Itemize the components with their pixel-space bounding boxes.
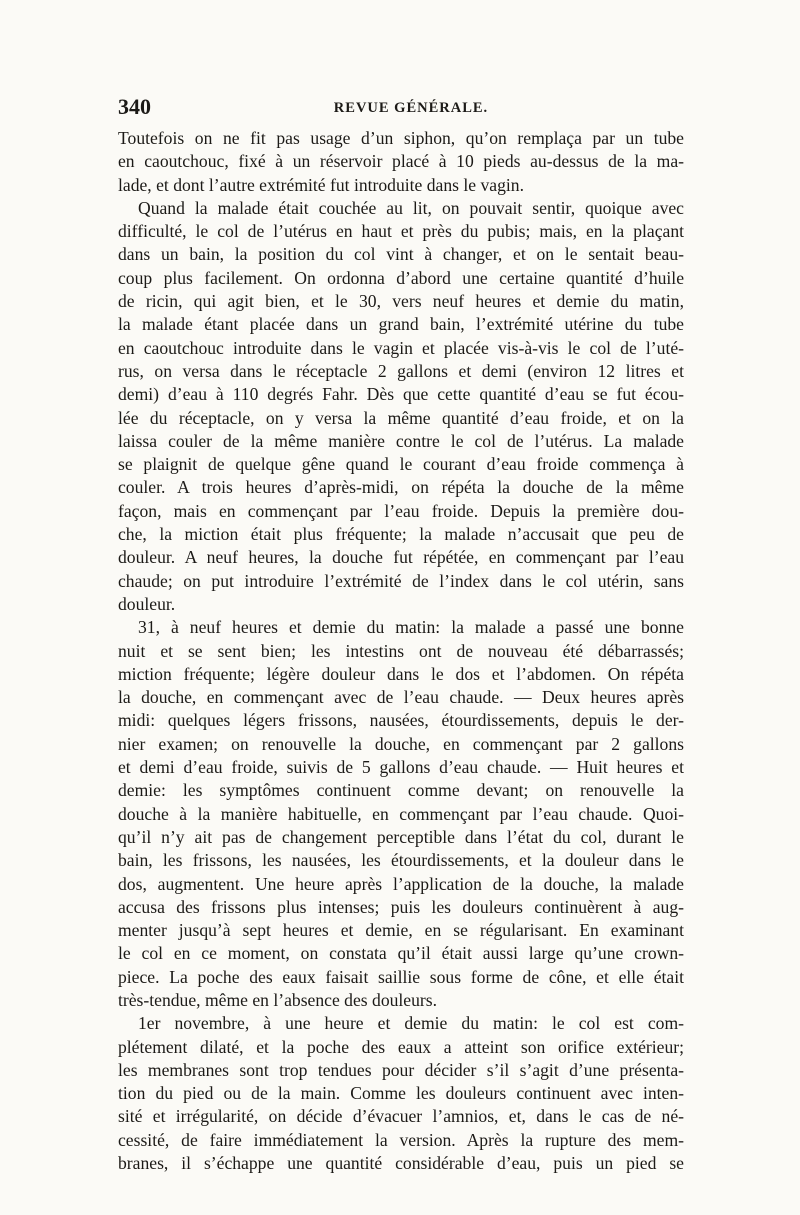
body-text — [118, 127, 684, 1175]
text-line: douleur. — [118, 593, 176, 614]
running-title: REVUE GÉNÉRALE. — [333, 100, 489, 116]
text-line: miction fréquente; légère douleur dans le dos et l’abdomen. On répéta — [118, 663, 684, 684]
text-line: demie: les symptômes continuent comme devant; on renouvelle la — [118, 780, 684, 801]
text-line: 31, à neuf heures et demie du matin: la malade a passé une bonne — [138, 617, 684, 638]
text-line: tion du pied ou de la main. Comme les douleurs continuent avec inten- — [118, 1083, 684, 1104]
text-line: douleur. A neuf heures, la douche fut répétée, en commençant par l’eau — [118, 547, 684, 568]
text-line: dans un bain, la position du col vint à changer, et on le sentait beau- — [118, 244, 684, 265]
text-line: bain, les frissons, les nausées, les étourdissements, et la douleur dans le — [118, 850, 684, 871]
text-line: de ricin, qui agit bien, et le 30, vers neuf heures et demie du matin, — [118, 291, 684, 312]
text-line: nier examen; on renouvelle la douche, en commençant par 2 gallons — [118, 733, 684, 754]
text-line: menter jusqu’à sept heures et demie, en se régularisant. En examinant — [118, 920, 684, 941]
text-line: qu’il n’y ait pas de changement perceptible dans l’état du col, durant le — [118, 826, 684, 847]
text-line: difficulté, le col de l’utérus en haut et près du pubis; mais, en la plaçant — [118, 221, 684, 242]
text-line: en caoutchouc introduite dans le vagin et placée vis-à-vis le col de l’uté- — [118, 337, 684, 358]
text-line: façon, mais en commençant par l’eau froide. Depuis la première dou- — [118, 500, 684, 521]
text-line: lade, et dont l’autre extrémité fut introduite dans le vagin. — [118, 174, 524, 195]
text-line: en caoutchouc, fixé à un réservoir placé à 10 pieds au-dessus de la ma- — [118, 151, 684, 172]
text-line: lée du réceptacle, on y versa la même quantité d’eau froide, et on la — [118, 407, 684, 428]
text-line: chaude; on put introduire l’extrémité de l’index dans le col utérin, sans — [118, 570, 684, 591]
text-line: la douche, en commençant avec de l’eau chaude. — Deux heures après — [118, 687, 684, 708]
text-line: le col en ce moment, on constata qu’il était aussi large qu’une crown- — [118, 943, 684, 964]
text-line: se plaignit de quelque gêne quand le courant d’eau froide commença à — [118, 454, 684, 475]
text-line: la malade étant placée dans un grand bain, l’extrémité utérine du tube — [118, 314, 684, 335]
text-line: midi: quelques légers frissons, nausées, étourdissements, depuis le der- — [118, 710, 684, 731]
text-line: 1er novembre, à une heure et demie du matin: le col est com- — [138, 1013, 684, 1034]
text-line: che, la miction était plus fréquente; la malade n’accusait que peu de — [118, 524, 684, 545]
text-line: douche à la manière habituelle, en commençant par l’eau chaude. Quoi- — [118, 803, 684, 824]
text-line: laissa couler de la même manière contre le col de l’utérus. La malade — [118, 430, 684, 451]
text-line: plétement dilaté, et la poche des eaux a atteint son orifice extérieur; — [118, 1036, 684, 1057]
text-line: nuit et se sent bien; les intestins ont de nouveau été débarrassés; — [118, 640, 684, 661]
text-line: Quand la malade était couchée au lit, on pouvait sentir, quoique avec — [138, 197, 684, 218]
page-number: 340 — [118, 94, 151, 119]
text-line: Toutefois on ne fit pas usage d’un siphon, qu’on remplaça par un tube — [118, 128, 684, 148]
text-line: accusa des frissons plus intenses; puis les douleurs continuèrent à aug- — [118, 896, 684, 917]
text-line: cessité, de faire immédiatement la version. Après la rupture des mem- — [118, 1129, 684, 1150]
text-line: demi) d’eau à 110 degrés Fahr. Dès que cette quantité d’eau se fut écou- — [118, 384, 684, 405]
text-line: rus, on versa dans le réceptacle 2 gallons et demi (environ 12 litres et — [118, 360, 684, 381]
text-line: sité et irrégularité, on décide d’évacuer l’amnios, et, dans le cas de né- — [118, 1106, 684, 1127]
text-line: et demi d’eau froide, suivis de 5 gallons d’eau chaude. — Huit heures et — [118, 757, 684, 778]
text-line: couler. A trois heures d’après-midi, on répéta la douche de la même — [118, 477, 684, 498]
page-header — [118, 94, 684, 124]
text-line: dos, augmentent. Une heure après l’application de la douche, la malade — [118, 873, 684, 894]
text-line: les membranes sont trop tendues pour décider s’il s’agit d’une présenta- — [118, 1059, 684, 1080]
text-line: piece. La poche des eaux faisait saillie sous forme de cône, et elle était — [118, 966, 684, 987]
text-line: branes, il s’échappe une quantité considérable d’eau, puis un pied se — [118, 1153, 684, 1174]
text-line: très-tendue, même en l’absence des douleurs. — [118, 989, 438, 1010]
text-line: coup plus facilement. On ordonna d’abord une certaine quantité d’huile — [118, 267, 684, 288]
